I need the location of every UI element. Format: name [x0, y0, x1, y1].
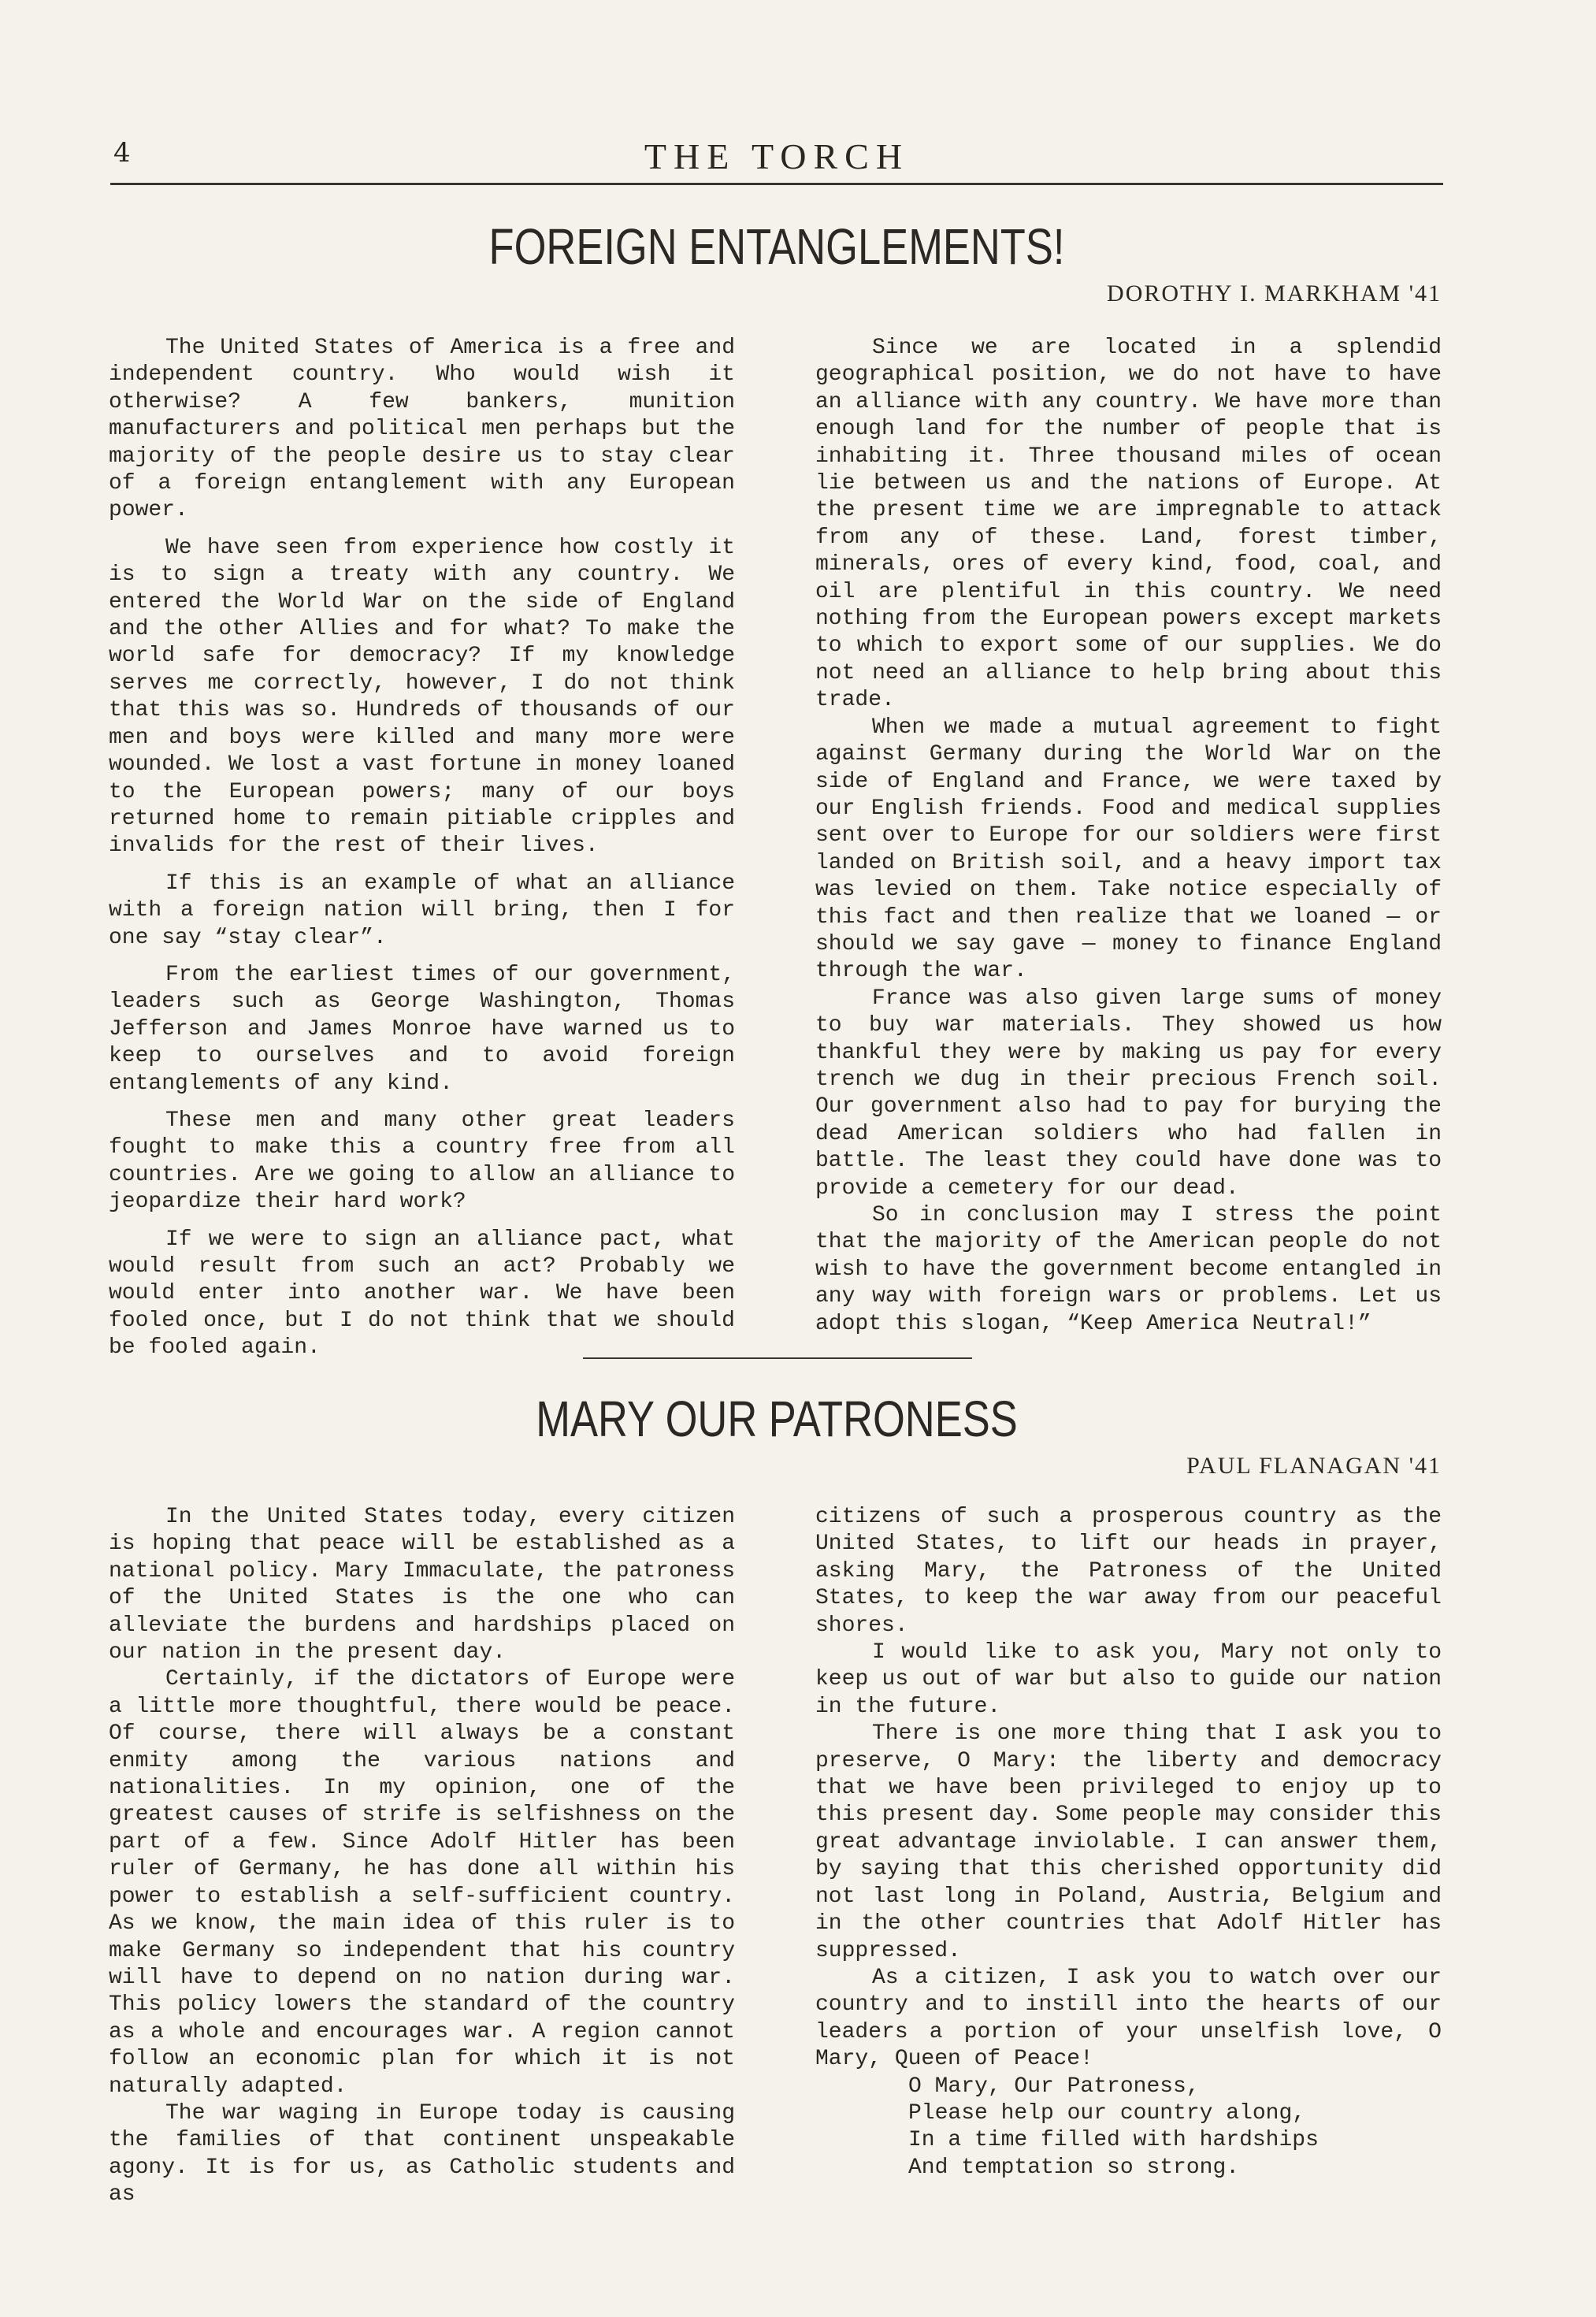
masthead: THE TORCH [644, 136, 910, 176]
article-title-mary-our-patroness: MARY OUR PATRONESS [536, 1391, 1018, 1447]
poem-line: O Mary, Our Patroness, [908, 2074, 1200, 2099]
paragraph: As a citizen, I ask you to watch over our country and to instill into the hearts of our leaders a portion of your unselfish love, O Mary, Queen of Peace! [815, 1965, 1442, 2072]
page-number: 4 [113, 137, 131, 169]
paragraph: When we made a mutual agreement to fight against Germany during the World War on the side of England and France, we were taxed by our English friends. Food and medical supplies sent over to Europe for our soldiers were first landed on British soil, and a heavy import tax was levied on them. Take notice especially of this fact and then realize that we loaned — or should we say gave — money to finance England through the war. [815, 715, 1442, 984]
paragraph: From the earliest times of our government, leaders such as George Washington, Thomas Jefferson and James Monroe have warned us to keep to ourselves and to avoid foreign entanglements of any kind. [109, 962, 735, 1096]
paragraph: These men and many other great leaders fought to make this a country free from all countries. Are we going to allow an alliance to jeopardize their hard work? [109, 1108, 735, 1215]
article-byline-flanagan: PAUL FLANAGAN '41 [1186, 1453, 1442, 1479]
article2-left-column [109, 1504, 735, 2209]
section-divider [583, 1357, 972, 1359]
paragraph: If we were to sign an alliance pact, what would result from such an act? Probably we would enter into another war. We have been fooled once, but I do not think that we should be fooled again. [109, 1227, 735, 1361]
paragraph: The war waging in Europe today is causing the families of that continent unspeakable agony. It is for us, as Catholic students and as [109, 2100, 735, 2207]
poem-line: In a time filled with hardships [908, 2128, 1319, 2153]
article-byline-markham: DOROTHY I. MARKHAM '41 [1107, 280, 1442, 306]
paragraph: If this is an example of what an alliance with a foreign nation will bring, then I for one say “stay clear”. [109, 871, 735, 950]
paragraph: In the United States today, every citizen is hoping that peace will be established as a national policy. Mary Immaculate, the patroness of the United States is the one who can alleviate the burdens and hardships placed on our nation in the present day. [109, 1505, 735, 1665]
poem-line: Please help our country along, [908, 2100, 1306, 2126]
paragraph: Certainly, if the dictators of Europe were a little more thoughtful, there would be peace. Of course, there will always be a constant enmity among the various nations and nationalities. In my opinion, one of the greatest causes of strife is selfishness on the part of a few. Since Adolf Hitler has been ruler of Germany, he has done all within his power to establish a self-sufficient country. As we know, the main idea of this ruler is to make Germany so independent that his country will have to depend on no nation during war. This policy lowers the standard of the country as a whole and encourages war. A region cannot follow an economic plan for which it is not naturally adapted. [109, 1667, 735, 2099]
article1-right-column [815, 335, 1442, 1338]
paragraph: I would like to ask you, Mary not only to keep us out of war but also to guide our nation in the future. [815, 1640, 1442, 1719]
paragraph: Since we are located in a splendid geographical position, we do not have to have an alliance with any country. We have more than enough land for the number of people that is inhabiting it. Three thousand miles of ocean lie between us and the nations of Europe. At the present time we are impregnable to attack from any of these. Land, forest timber, minerals, ores of every kind, food, coal, and oil are plentiful in this country. We need nothing from the European powers except markets to which to export some of our supplies. We do not need an alliance to help bring about this trade. [815, 336, 1442, 713]
paragraph: The United States of America is a free and independent country. Who would wish it otherwise? A few bankers, munition manufacturers and political men perhaps but the majority of the people desire us to stay clear of a foreign entanglement with any European power. [109, 336, 735, 523]
poem-line: And temptation so strong. [908, 2155, 1240, 2180]
page-header [110, 136, 1443, 185]
paragraph: citizens of such a prosperous country as the United States, to lift our heads in prayer, asking Mary, the Patroness of the United States, to keep the war away from our peaceful shores. [815, 1505, 1442, 1638]
paragraph: There is one more thing that I ask you to preserve, O Mary: the liberty and democracy that we have been privileged to enjoy up to this present day. Some people may consider this great advantage inviolable. I can answer them, by saying that this cherished opportunity did not last long in Poland, Austria, Belgium and in the other countries that Adolf Hitler has suppressed. [815, 1721, 1442, 1963]
paragraph: France was also given large sums of money to buy war materials. They showed us how thankful they were by making us pay for every trench we dug in their precious French soil. Our government also had to pay for burying the dead American soldiers who had fallen in battle. The least they could have done was to provide a cemetery for our dead. [815, 986, 1442, 1201]
paragraph: So in conclusion may I stress the point that the majority of the American people do not wish to have the government become entangled in any way with foreign wars or problems. Let us adopt this slogan, “Keep America Neutral!” [815, 1203, 1442, 1336]
article1-left-column [109, 335, 735, 1362]
article2-right-column [815, 1504, 1442, 2181]
paragraph: We have seen from experience how costly it is to sign a treaty with any country. We entered the World War on the side of England and the other Allies and for what? To make the world safe for democracy? If my knowledge serves me correctly, however, I do not think that this was so. Hundreds of thousands of our men and boys were killed and many more were wounded. We lost a vast fortune in money loaned to the European powers; many of our boys returned home to remain pitiable cripples and invalids for the rest of their lives. [109, 535, 735, 859]
article-title-foreign-entanglements: FOREIGN ENTANGLEMENTS! [488, 218, 1065, 275]
